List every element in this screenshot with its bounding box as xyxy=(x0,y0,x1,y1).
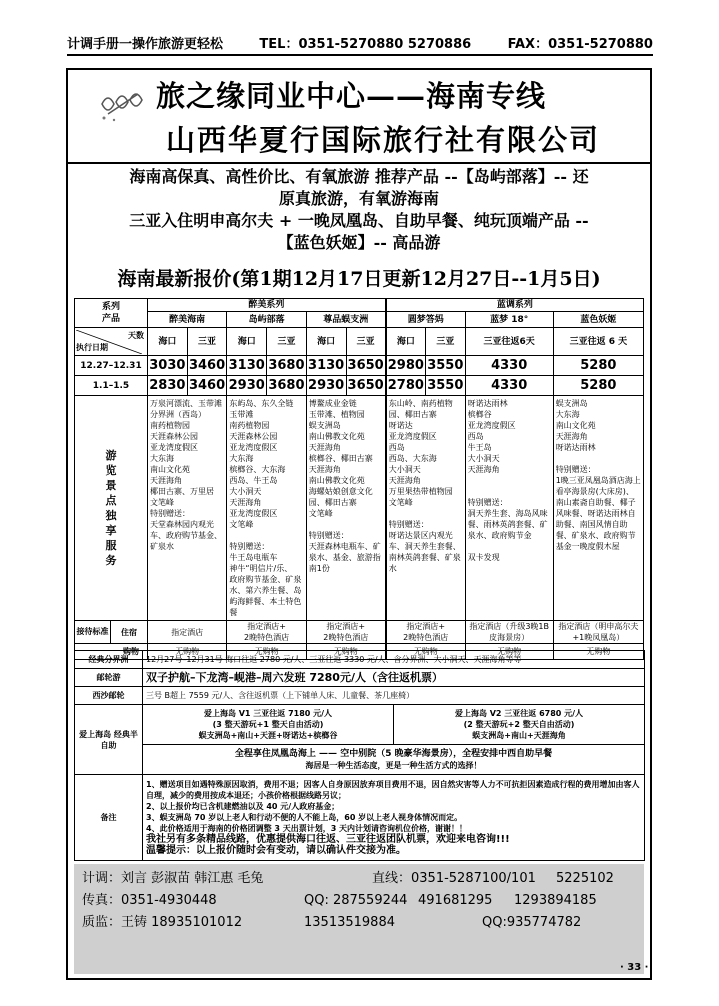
product-name: 尊品蜈支洲 xyxy=(306,312,385,328)
spots-row xyxy=(75,396,644,621)
contact-row: 质监：王铸 18935101012 13513519884 QQ:935774782 xyxy=(82,915,582,930)
note-line: 2、以上报价均已含机建燃油以及 40 元/人政府基金； xyxy=(146,802,340,811)
spots-cell: 万泉河漂流、玉带滩 分界洲（西岛） 南药植物园 天涯森林公园 亚龙湾度假区 大东海 南山文化苑 天涯海角 椰田古寨、万里居 文笔峰 特别赠送： 天堂森林园内观光车、政府购节基金、矿泉水 xyxy=(147,396,226,621)
promo-line: 原真旅游，有氧游海南 xyxy=(278,189,439,208)
product-name: 岛屿部落 xyxy=(227,312,306,328)
ad-frame xyxy=(66,68,652,980)
route-header: 海口 xyxy=(386,328,426,356)
product-name: 蓝色妖姬 xyxy=(553,312,643,328)
header-slogan: 计调手册一操作旅游更轻松 xyxy=(67,37,224,52)
product-name: 蓝梦 18° xyxy=(465,312,553,328)
note-line: 1、赠送项目如遇特殊原因取消，费用不退；因客人自身原因放弃项目费用不退，因自然灾害等人力不可抗拒因素造成行程的费用增加由客人自理，减少的费用按成本退还；小孩价格根据线路另议； xyxy=(146,780,640,800)
flower-logo-icon xyxy=(94,84,154,124)
route-header: 三亚 xyxy=(425,328,465,356)
contact-block xyxy=(74,864,644,974)
spots-label: 游览景点 独享服务 xyxy=(75,396,148,621)
spots-cell: 蜈支洲岛 大东海 南山文化苑 天涯海角 呀诺达雨林 特别赠送： 1晚三亚凤凰岛酒店海上看亭海景房(大床房)、南山素斋自助餐、椰子风味餐、呀诺达雨林自助餐、南国风情自助餐、矿泉水、政府购节基金一晚度假木屋 xyxy=(553,396,643,621)
page-number: · 33 · xyxy=(620,962,649,973)
promo-line: 【蓝色妖姬】-- 高品游 xyxy=(277,233,441,252)
price-table xyxy=(74,298,644,660)
price-row: 1.1–1.5 2830 3460 2930 3680 2930 3650 2780 3550 4330 5280 xyxy=(75,376,644,396)
info-table xyxy=(74,650,645,861)
info-row: 经典分界洲 12月27号–12月31号 海口往返 2780 元/人、三亚往返 3330 元/人、含分界洲、大小洞天、天涯海角等等 xyxy=(75,651,645,669)
info-row: 全程享住凤凰岛海上 —— 空中别院（5 晚豪华海景房），全程安排中西自助早餐 海居是一种生活态度，更是一种生活方式的选择！ xyxy=(75,745,645,775)
route-header: 三亚 xyxy=(346,328,386,356)
info-row: 爱上海岛 经典半自助 爱上海岛 V1 三亚往返 7180 元/人 (3 整天游玩+1 整天自由活动) 蜈支洲岛+南山+天涯+呀诺达+槟榔谷 爱上海岛 V2 三亚往返 6780 元/人 (2 整天游玩+2 整天自由活动) 蜈支洲岛+南山+天涯海角 xyxy=(75,705,645,745)
note-line: 我社另有多条精品线路，优惠提供海口往返、三亚往返团队机票，欢迎来电咨询!!! xyxy=(146,834,510,845)
route-header: 海口 xyxy=(306,328,346,356)
note-line: 3、蜈支洲岛 70 岁以上老人和行动不便的人不能上岛，60 岁以上老人视身体情况而定。 xyxy=(146,813,463,822)
days-date-header: 天数 执行日期 xyxy=(75,328,148,356)
price-title: 海南最新报价(第1期12月17日更新12月27日--1月5日) xyxy=(117,268,601,290)
promo-line: 海南高保真、高性价比、有氧旅游 推荐产品 --【岛屿部落】-- 还 xyxy=(129,167,589,186)
spots-cell: 东山岭、南药植物园、椰田古寨 呀诺达 亚龙湾度假区 西岛 西岛、大东海 大小洞天 天涯海角 万里果热带植物园 文笔峰 特别赠送： 呀诺达景区内观光车、洞天养生套餐、南林英鸽套餐、矿泉水 xyxy=(386,396,465,621)
spots-cell: 呀诺达雨林 槟榔谷 亚龙湾度假区 西岛 牛王岛 大小洞天 天涯海角 特别赠送： 洞天养生套、海岛风味餐、雨林英鸽套餐、矿泉水、政府购节金 双卡发现 xyxy=(465,396,553,621)
promo-text xyxy=(68,166,650,254)
spots-cell: 博鳌成业金链 玉带滩、植物园 蜈支洲岛 南山佛教文化苑 天涯海角 槟榔谷、椰田古寨 天涯海角 南山佛教文化苑 海螺姑娘创意文化园、椰田古寨 文笔峰 特别赠送： 天涯森林电瓶车、矿泉水、基金、旅游指南1份 xyxy=(306,396,385,621)
price-row: 12.27–12.31 3030 3460 3130 3680 3130 3650 2980 3550 4330 5280 xyxy=(75,356,644,376)
note-line: 4、此价格适用于海南的价格团调整 3 天出票计划，3 天内计划请咨询机位价格，谢谢！！ xyxy=(146,824,468,833)
route-header: 三亚 xyxy=(187,328,227,356)
info-row: 西沙邮轮 三号 B超上 7559 元/人、含往返机票（上下铺单人床、儿童餐、茶几座椅） xyxy=(75,687,645,705)
info-row: 邮轮游 双子护航–下龙湾–岘港–周六发班 7280元/人（含往返机票） xyxy=(75,669,645,687)
running-header xyxy=(67,34,653,56)
series-header: 系列 产品 xyxy=(75,299,148,328)
product-name: 醉美海南 xyxy=(147,312,226,328)
header-tel: TEL：0351-5270880 5270886 xyxy=(259,37,472,52)
product-name: 圆梦答妈 xyxy=(386,312,465,328)
shop-row: 购物 无购物 无购物 无购物 无购物 无购物 无购物 xyxy=(75,644,644,660)
route-header: 海口 xyxy=(227,328,267,356)
note-line: 温馨提示：以上报价随时会有变动，请以确认件交接为准。 xyxy=(146,845,406,856)
company-title-line1: 旅之缘同业中心——海南专线 xyxy=(156,79,547,113)
company-title-line2: 山西华夏行国际旅行社有限公司 xyxy=(166,123,601,157)
route-header: 三亚往返6天 xyxy=(465,328,553,356)
route-header: 海口 xyxy=(147,328,187,356)
spots-cell: 东屿岛、东久全链 玉带滩 南药植物园 天涯森林公园 亚龙湾度假区 大东海 槟榔谷、大东海 西岛、牛王岛 大小洞天 天涯海角 亚龙湾度假区 文笔峰 特别赠送： 牛王岛电瓶车 神牛“明信片/乐、 政府购节基金、矿泉水、第六养生餐、岛屿海鲜餐、本土特色餐 xyxy=(227,396,306,621)
promo-line: 三亚入住明申高尔夫 + 一晚凤凰岛、自助早餐、纯玩顶端产品 -- xyxy=(129,211,589,230)
company-banner xyxy=(68,70,650,164)
route-header: 三亚 xyxy=(267,328,307,356)
group-header: 蓝调系列 xyxy=(386,299,644,312)
group-header: 醉美系列 xyxy=(147,299,385,312)
stay-row: 接待标准 住宿 指定酒店 指定酒店+ 2晚特色酒店 指定酒店+ 2晚特色酒店 指定酒店+ 2晚特色酒店 指定酒店（升级3晚1B皮海景房） 指定酒店（明申高尔夫+1晚凤凰岛） xyxy=(75,621,644,644)
contact-row: 传真：0351-4930448 QQ: 287559244 491681295 1293894185 xyxy=(82,893,597,908)
contact-row: 计调：刘言 彭淑苗 韩江惠 毛兔 直线：0351-5287100/101 5225102 xyxy=(82,871,614,886)
header-fax: FAX：0351-5270880 xyxy=(507,37,653,52)
notes-row: 备注 1、赠送项目如遇特殊原因取消，费用不退；因客人自身原因放弃项目费用不退，因自然灾害等人力不可抗拒因素造成行程的费用增加由客人自理，减少的费用按成本退还；小孩价格根据线路另议； 2、以上报价均已含机建燃油以及 40 元/人政府基金； 3、蜈支洲岛 70 岁以上老人和行动不便的人不能上岛，60 岁以上老人视身体情况而定。 4、此价格适用于海南的价格团调整 3 天出票计划，3 天内计划请咨询机位价格，谢谢！！ 我社另有多条精品线路，优惠提供海口往返、三亚往返团队机票，欢迎来电咨询!!! 温馨提示：以上报价随时会有变动，请以确认件交接为准。 xyxy=(75,775,645,861)
route-header: 三亚往返 6 天 xyxy=(553,328,643,356)
